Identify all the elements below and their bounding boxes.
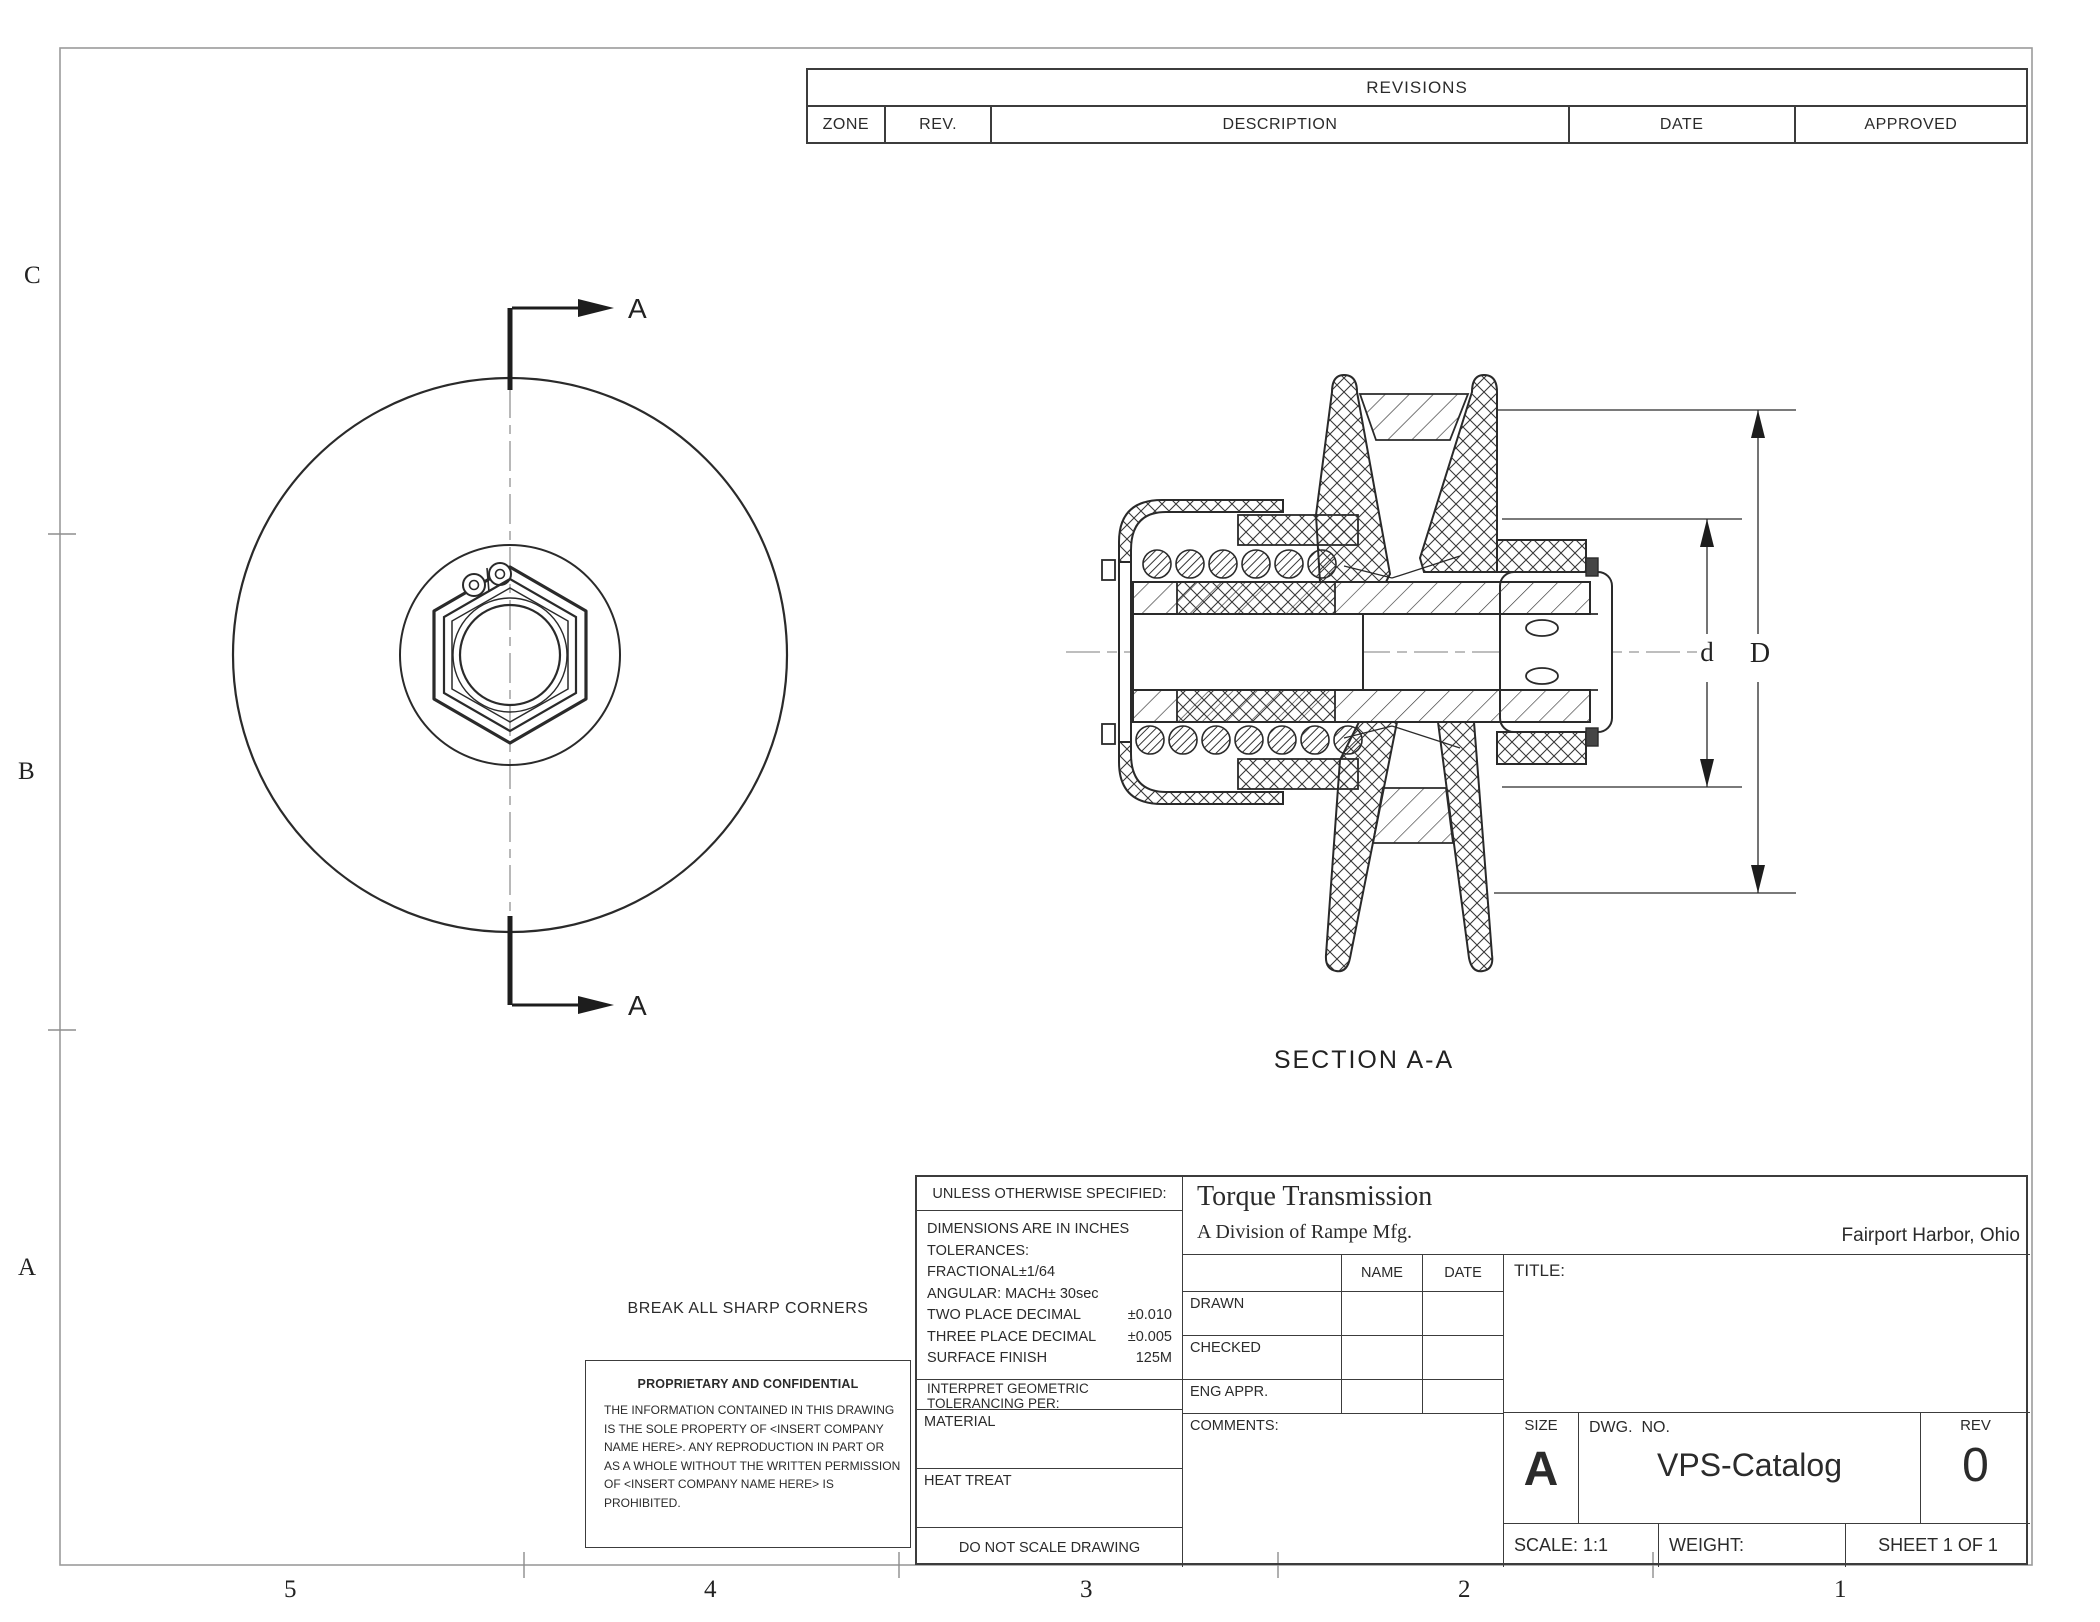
cutting-plane — [510, 299, 614, 1014]
revisions-col-zone: ZONE — [808, 107, 886, 142]
sign-row-eng-appr: ENG APPR. — [1183, 1380, 1342, 1414]
zone-row-label: C — [24, 262, 41, 289]
sign-row-checked: CHECKED — [1183, 1336, 1342, 1380]
snap-ring-section — [1102, 724, 1115, 744]
dim-label-D: D — [1749, 638, 1771, 669]
tolerance-line: FRACTIONAL±1/64 — [927, 1264, 1056, 1280]
sign-col-name: NAME — [1342, 1255, 1423, 1292]
scale-cell: SCALE: 1:1 — [1504, 1524, 1659, 1567]
size-value: A — [1523, 1443, 1559, 1496]
zone-col-label: 1 — [1834, 1576, 1847, 1603]
revisions-title: REVISIONS — [808, 70, 2026, 107]
dwg-no-label: DWG. NO. — [1589, 1419, 1670, 1436]
zone-row-label: A — [18, 1254, 37, 1281]
company-cell — [1183, 1177, 2030, 1255]
sign-value — [1342, 1380, 1423, 1414]
sign-value — [1423, 1380, 1504, 1414]
interpret-geometric-cell — [917, 1380, 1183, 1410]
groove-bridge-bottom — [1373, 788, 1453, 843]
sign-row-drawn: DRAWN — [1183, 1292, 1342, 1336]
ring-ear — [463, 574, 485, 596]
groove-bridge-top — [1360, 394, 1468, 440]
dim-label-d: d — [1700, 637, 1714, 667]
uos-header: UNLESS OTHERWISE SPECIFIED: — [917, 1177, 1183, 1211]
sign-blank — [1183, 1255, 1342, 1292]
proprietary-box — [585, 1360, 911, 1548]
interpret-line: TOLERANCING PER: — [927, 1396, 1060, 1411]
lube-hole — [1526, 620, 1558, 636]
heat-treat-cell: HEAT TREAT — [917, 1469, 1183, 1528]
section-arrow-icon — [578, 996, 614, 1014]
snap-ring-section — [1586, 728, 1598, 746]
break-corners-note: BREAK ALL SHARP CORNERS — [627, 1300, 869, 1317]
tolerance-line: ANGULAR: MACH± 30sec — [927, 1285, 1099, 1302]
zone-col-label: 5 — [284, 1576, 297, 1603]
sign-col-date: DATE — [1423, 1255, 1504, 1292]
front-view — [233, 378, 787, 932]
tolerance-line — [927, 1305, 1182, 1327]
ring-ear — [489, 563, 511, 585]
dwg-no-cell — [1579, 1413, 1921, 1524]
title-cell: TITLE: — [1504, 1255, 2030, 1413]
section-arrow-label-bottom: A — [628, 990, 647, 1021]
revisions-col-description: DESCRIPTION — [992, 107, 1569, 142]
sign-value — [1342, 1292, 1423, 1336]
tolerance-line — [927, 1327, 1182, 1349]
sign-value — [1423, 1292, 1504, 1336]
comments-cell: COMMENTS: — [1183, 1414, 1504, 1567]
lube-hole — [1526, 668, 1558, 684]
zone-col-label: 2 — [1458, 1576, 1471, 1603]
size-label: SIZE — [1524, 1417, 1558, 1434]
section-arrow-label-top: A — [628, 293, 647, 324]
company-division: A Division of Rampe Mfg. — [1197, 1221, 1412, 1243]
revisions-col-rev: REV. — [886, 107, 993, 142]
rev-value: 0 — [1962, 1439, 1989, 1492]
sheet-cell: SHEET 1 OF 1 — [1878, 1535, 1998, 1555]
tolerance-line: TOLERANCES: — [927, 1242, 1030, 1259]
sign-value — [1423, 1336, 1504, 1380]
revisions-col-date: DATE — [1570, 107, 1796, 142]
shaft-bore — [1133, 614, 1363, 690]
title-block — [915, 1175, 2028, 1565]
zone-col-label: 3 — [1080, 1576, 1093, 1603]
snap-ring-section — [1586, 558, 1598, 576]
tolerance-value: ±0.005 — [1127, 1328, 1172, 1345]
tolerance-label: THREE PLACE DECIMAL — [927, 1328, 1097, 1345]
revisions-col-approved: APPROVED — [1864, 115, 1958, 133]
rev-label: REV — [1960, 1417, 1991, 1434]
flange-bottom-right — [1438, 722, 1492, 971]
weight-cell: WEIGHT: — [1659, 1524, 1846, 1567]
proprietary-title: PROPRIETARY AND CONFIDENTIAL — [637, 1377, 859, 1391]
tolerance-value: 125M — [1135, 1350, 1172, 1366]
company-location: Fairport Harbor, Ohio — [1841, 1225, 2020, 1246]
tolerance-notes — [917, 1211, 1183, 1380]
zone-row-label: B — [18, 758, 35, 785]
tolerance-line: DIMENSIONS ARE IN INCHES — [927, 1221, 1130, 1237]
do-not-scale-cell: DO NOT SCALE DRAWING — [917, 1528, 1183, 1567]
revisions-table — [806, 68, 2028, 144]
company-name: Torque Transmission — [1197, 1181, 1433, 1212]
sign-value — [1342, 1336, 1423, 1380]
section-view — [1066, 375, 1796, 971]
tolerance-label: SURFACE FINISH — [927, 1350, 1048, 1366]
zone-col-label: 4 — [704, 1576, 717, 1603]
section-arrow-icon — [578, 299, 614, 317]
dwg-no-value: VPS-Catalog — [1657, 1447, 1842, 1483]
snap-ring-section — [1102, 560, 1115, 580]
interpret-line: INTERPRET GEOMETRIC — [927, 1381, 1089, 1396]
material-cell: MATERIAL — [917, 1410, 1183, 1469]
proprietary-body: THE INFORMATION CONTAINED IN THIS DRAWING IS THE SOLE PROPERTY OF <INSERT COMPANY NAME HERE>. ANY REPRODUCTION IN PART OR AS A WHOLE WITHOUT THE WRITTEN PERMISSION OF <INSERT COMPANY NAME HERE> IS PROHIBITED. — [604, 1403, 901, 1510]
size-cell — [1504, 1413, 1579, 1524]
section-title: SECTION A-A — [1273, 1046, 1455, 1074]
tolerance-line — [927, 1348, 1182, 1370]
tolerance-value: ±0.010 — [1127, 1307, 1172, 1323]
tolerance-label: TWO PLACE DECIMAL — [927, 1307, 1081, 1323]
rev-cell — [1921, 1413, 2030, 1524]
